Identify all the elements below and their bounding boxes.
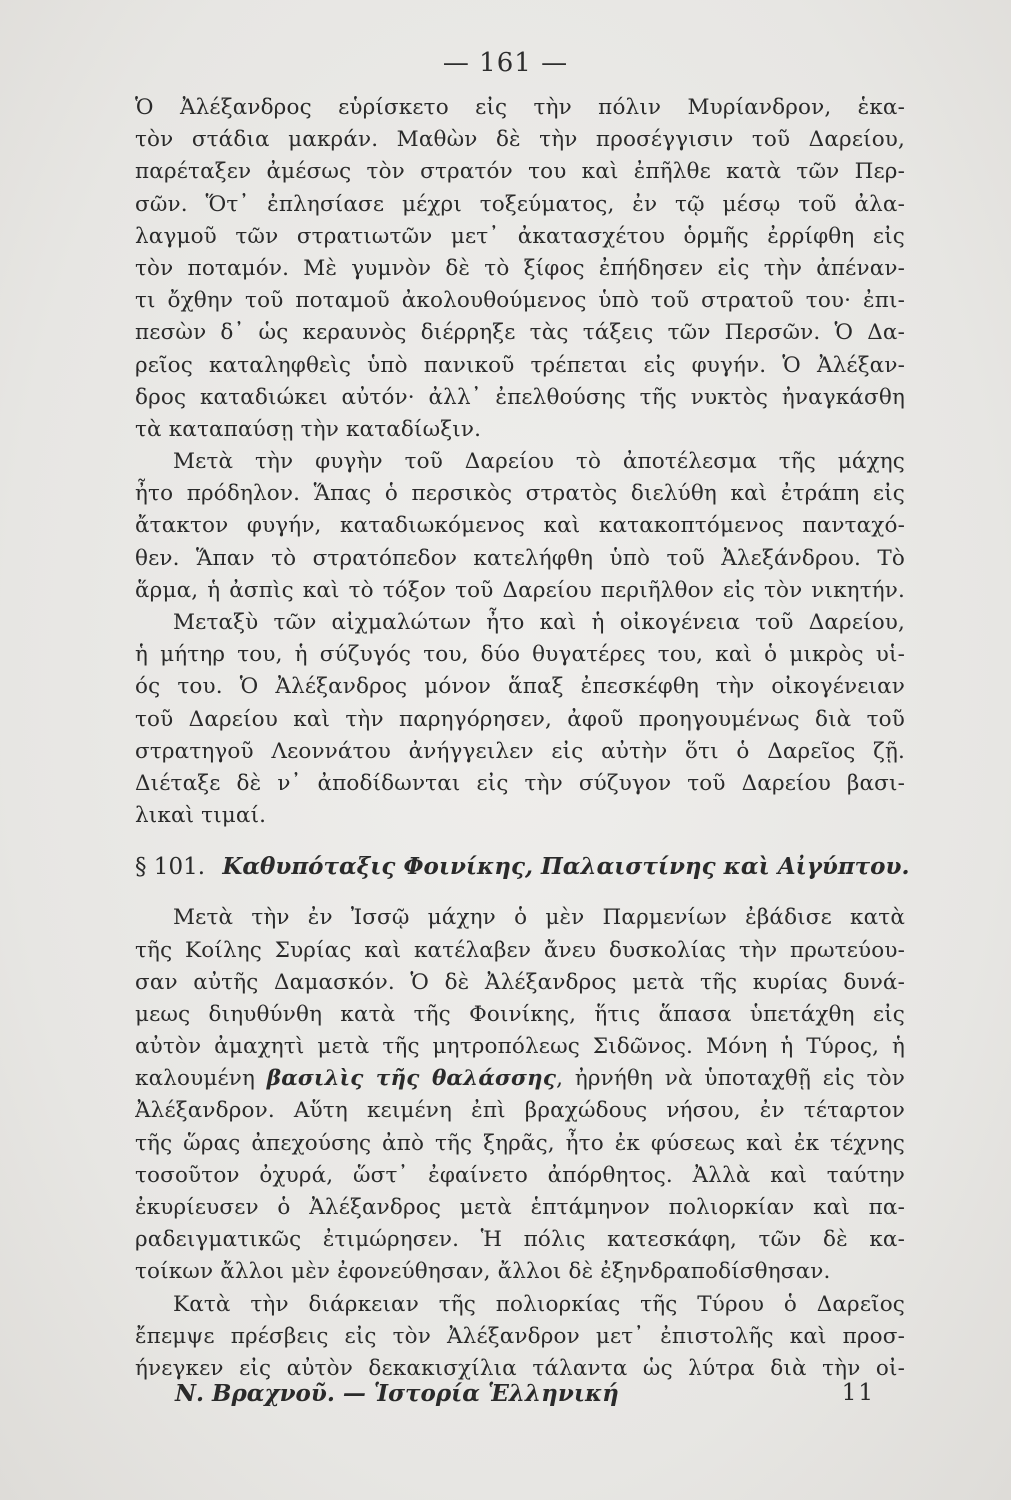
text-line: λαγμοῦ τῶν στρατιωτῶν μετ᾽ ἀκατασχέτου ὁρμῆς ἐρρίφθη εἰς xyxy=(135,223,905,249)
text-line: τῆς ὥρας ἀπεχούσης ἀπὸ τῆς ξηρᾶς, ἦτο ἐκ φύσεως καὶ ἐκ τέχνης xyxy=(135,1130,905,1156)
text-line: Μεταξὺ τῶν αἰχμαλώτων ἦτο καὶ ἡ οἰκογένεια τοῦ Δαρείου, xyxy=(173,610,905,635)
text-fragment: , ἠρνήθη νὰ ὑποταχθῇ εἰς τὸν xyxy=(556,1066,905,1092)
text-line-with-emphasis xyxy=(135,1063,905,1095)
text-line: θεν. Ἅπαν τὸ στρατόπεδον κατελήφθη ὑπὸ τοῦ Ἀλεξάνδρου. Τὸ xyxy=(135,545,905,571)
text-line: μεως διηυθύνθη κατὰ τῆς Φοινίκης, ἥτις ἅπασα ὑπετάχθη εἰς xyxy=(135,1001,905,1027)
text-line: Ὁ Ἀλέξανδρος εὑρίσκετο εἰς τὴν πόλιν Μυρίανδρον, ἑκα- xyxy=(135,95,905,120)
footer-author-title: Ν. Βραχνοῦ. — Ἱστορία Ἑλληνική xyxy=(175,1380,619,1407)
text-line: δρος καταδιώκει αὐτόν· ἀλλ᾽ ἐπελθούσης τῆς νυκτὸς ἠναγκάσθη xyxy=(135,384,905,410)
text-line: στρατηγοῦ Λεοννάτου ἀνήγγειλεν εἰς αὐτὴν ὅτι ὁ Δαρεῖος ζῇ. xyxy=(135,738,905,764)
text-line: λικαὶ τιμαί. xyxy=(135,803,267,829)
text-line: ήνεγκεν εἰς αὐτὸν δεκακισχίλια τάλαντα ὡς λύτρα διὰ τὴν οἰ- xyxy=(135,1355,905,1381)
text-line: Διέταξε δὲ ν᾽ ἀποδίδωνται εἰς τὴν σύζυγον τοῦ Δαρείου βασι- xyxy=(135,770,905,796)
text-line: ἔπεμψε πρέσβεις εἰς τὸν Ἀλέξανδρον μετ᾽ ἐπιστολῆς καὶ προσ- xyxy=(135,1323,905,1349)
text-line: τὸν στάδια μακράν. Μαθὼν δὲ τὴν προσέγγισιν τοῦ Δαρείου, xyxy=(135,127,905,153)
text-line: Ἀλέξανδρον. Αὕτη κειμένη ἐπὶ βραχώδους νήσου, ἐν τέταρτον xyxy=(135,1098,905,1124)
text-line: ραδειγματικῶς ἐτιμώρησεν. Ἡ πόλις κατεσκάφη, τῶν δὲ κα- xyxy=(135,1227,905,1253)
text-line: πεσὼν δ᾽ ὡς κεραυνὸς διέρρηξε τὰς τάξεις τῶν Περσῶν. Ὁ Δα- xyxy=(135,320,905,346)
page-footer xyxy=(175,1380,875,1420)
text-line: Μετὰ τὴν ἐν Ἰσσῷ μάχην ὁ μὲν Παρμενίων ἐβάδισε κατὰ xyxy=(173,905,905,931)
text-line: τὰ καταπαύσῃ τὴν καταδίωξιν. xyxy=(135,416,482,442)
text-line: τῆς Κοίλης Συρίας καὶ κατέλαβεν ἄνευ δυσκολίας τὴν πρωτεύου- xyxy=(135,937,905,963)
emphasis-phrase: βασιλὶς τῆς θαλάσσης xyxy=(266,1066,557,1092)
signature-mark: 11 xyxy=(841,1380,875,1406)
text-line: τοῦ Δαρείου καὶ τὴν παρηγόρησεν, ἀφοῦ προηγουμένως διὰ τοῦ xyxy=(135,706,905,732)
text-line: σαν αὐτῆς Δαμασκόν. Ὁ δὲ Ἀλέξανδρος μετὰ τῆς κυρίας δυνά- xyxy=(135,969,905,995)
section-number: § 101. xyxy=(135,854,206,881)
paragraph-1 xyxy=(135,92,905,446)
text-line: ρεῖος καταληφθεὶς ὑπὸ πανικοῦ τρέπεται εἰς φυγήν. Ὁ Ἀλέξαν- xyxy=(135,352,905,378)
text-line: ός του. Ὁ Ἀλέξανδρος μόνον ἅπαξ ἐπεσκέφθη τὴν οἰκογένειαν xyxy=(135,674,905,700)
text-line: τι ὄχθην τοῦ ποταμοῦ ἀκολουθούμενος ὑπὸ τοῦ στρατοῦ του· ἐπι- xyxy=(135,288,905,314)
body-text xyxy=(135,92,910,1385)
page-number: — 161 — xyxy=(442,48,569,78)
text-line: ἦτο πρόδηλον. Ἅπας ὁ περσικὸς στρατὸς διελύθη καὶ ἐτράπη εἰς xyxy=(135,481,905,507)
text-line: Κατὰ τὴν διάρκειαν τῆς πολιορκίας τῆς Τύρου ὁ Δαρεῖος xyxy=(173,1291,905,1317)
text-line: τοσοῦτον ὀχυρά, ὥστ᾽ ἐφαίνετο ἀπόρθητος. Ἀλλὰ καὶ ταύτην xyxy=(135,1162,905,1188)
text-fragment: καλουμένη xyxy=(135,1066,267,1092)
text-line: ἐκυρίευσεν ὁ Ἀλέξανδρος μετὰ ἑπτάμηνον πολιορκίαν καὶ πα- xyxy=(135,1195,905,1220)
section-heading xyxy=(135,838,910,896)
text-line: αὐτὸν ἀμαχητὶ μετὰ τῆς μητροπόλεως Σιδῶνος. Μόνη ἡ Τύρος, ἡ xyxy=(135,1034,905,1060)
paragraph-4 xyxy=(135,902,905,1288)
paragraph-5 xyxy=(135,1289,905,1386)
text-line: σῶν. Ὅτ᾽ ἐπλησίασε μέχρι τοξεύματος, ἐν τῷ μέσῳ τοῦ ἀλα- xyxy=(135,191,905,217)
paragraph-2 xyxy=(135,446,905,607)
paragraph-3 xyxy=(135,607,905,832)
text-line: παρέταξεν ἀμέσως τὸν στρατόν του καὶ ἐπῆλθε κατὰ τῶν Περ- xyxy=(135,159,905,185)
text-line: τὸν ποταμόν. Μὲ γυμνὸν δὲ τὸ ξίφος ἐπήδησεν εἰς τὴν ἀπέναν- xyxy=(135,255,905,281)
text-line: Μετὰ τὴν φυγὴν τοῦ Δαρείου τὸ ἀποτέλεσμα τῆς μάχης xyxy=(173,449,905,475)
text-line: ἡ μήτηρ του, ἡ σύζυγός του, δύο θυγατέρες του, καὶ ὁ μικρὸς υἱ- xyxy=(135,642,905,668)
section-title: Καθυπόταξις Φοινίκης, Παλαιστίνης καὶ Αἰγύπτου. xyxy=(222,853,910,881)
text-line: τοίκων ἄλλοι μὲν ἐφονεύθησαν, ἄλλοι δὲ ἐξηνδραποδίσθησαν. xyxy=(135,1259,831,1285)
text-line: ἄτακτον φυγήν, καταδιωκόμενος καὶ κατακοπτόμενος πανταχό- xyxy=(135,513,905,539)
text-line: ἅρμα, ἡ ἀσπὶς καὶ τὸ τόξον τοῦ Δαρείου περιῆλθον εἰς τὸν νικητήν. xyxy=(135,577,905,603)
